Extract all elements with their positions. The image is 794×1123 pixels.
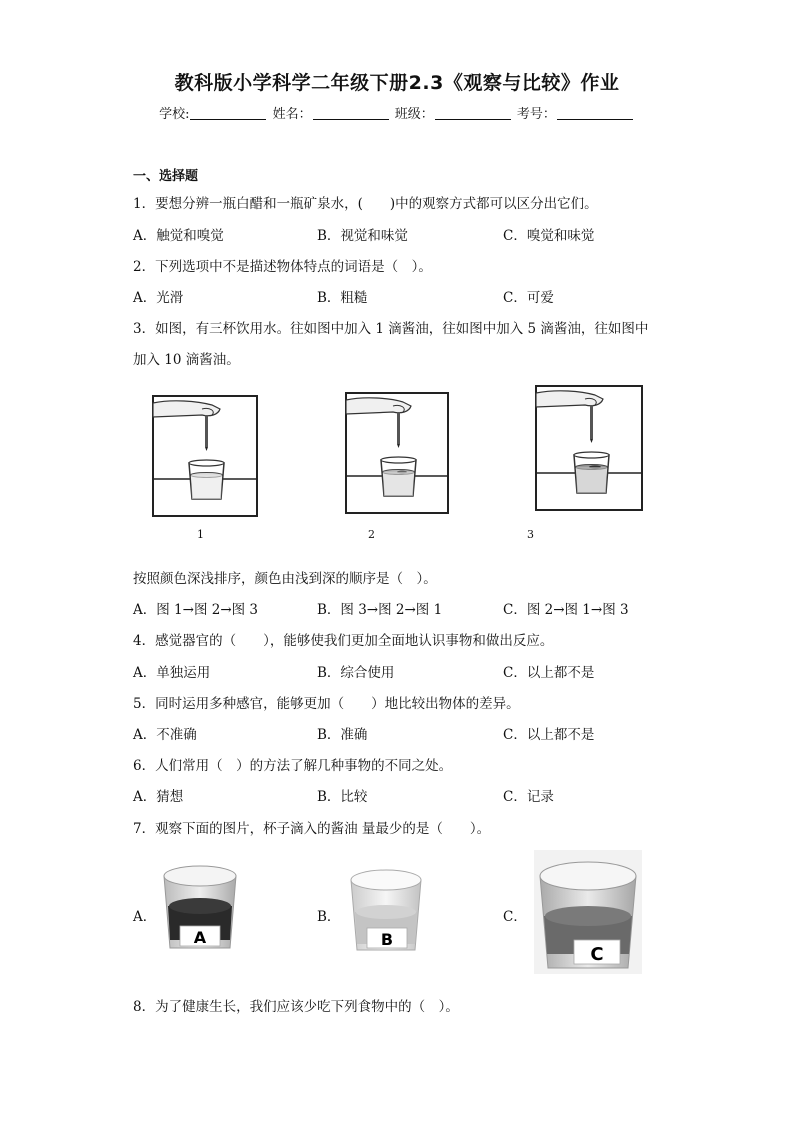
cup-photo-c	[534, 850, 642, 974]
q4-option-a[interactable]: A．单独运用	[133, 665, 211, 681]
q4-option-c[interactable]: C．以上都不是	[503, 665, 595, 681]
q1-option-c[interactable]: C．嗅觉和味觉	[503, 228, 595, 244]
q1-option-a[interactable]: A．触觉和嗅觉	[133, 228, 224, 244]
q7-option-b[interactable]: B．	[317, 909, 341, 925]
q4-stem: 4．感觉器官的（ ），能够使我们更加全面地认识事物和做出反应。	[133, 633, 554, 649]
q5-option-c[interactable]: C．以上都不是	[503, 727, 595, 743]
name-label: 姓名：	[272, 107, 312, 122]
exam-no-label: 考号：	[516, 107, 556, 122]
q6-option-b[interactable]: B．比较	[317, 789, 368, 805]
q1-stem: 1．要想分辨一瓶白醋和一瓶矿泉水，( )中的观察方式都可以区分出它们。	[133, 196, 598, 212]
q8-stem: 8．为了健康生长，我们应该少吃下列食物中的（ ）。	[133, 999, 459, 1015]
q2-option-a[interactable]: A．光滑	[133, 290, 184, 306]
q6-stem: 6．人们常用（ ）的方法了解几种事物的不同之处。	[133, 758, 453, 774]
q3-option-b[interactable]: B．图 3→图 2→图 1	[317, 602, 443, 618]
school-blank[interactable]	[190, 107, 266, 120]
class-label: 班级：	[394, 107, 434, 122]
cup-label-c: C	[590, 944, 604, 965]
figure-2-label: 2	[368, 528, 375, 541]
q3-option-c[interactable]: C．图 2→图 1→图 3	[503, 602, 629, 618]
dropper-figure-1	[152, 395, 258, 517]
cup-photo-b	[345, 866, 427, 956]
q5-stem: 5．同时运用多种感官，能够更加（ ）地比较出物体的差异。	[133, 696, 520, 712]
dropper-figure-2	[345, 392, 449, 514]
cup-photo-a	[158, 862, 242, 956]
page-title: 教科版小学科学二年级下册2.3《观察与比较》作业	[174, 72, 620, 94]
exam-no-blank[interactable]	[557, 107, 633, 120]
q7-option-c[interactable]: C．	[503, 909, 527, 925]
q3-option-a[interactable]: A．图 1→图 2→图 3	[133, 602, 259, 618]
school-label: 学校:	[159, 107, 190, 122]
class-blank[interactable]	[435, 107, 511, 120]
dropper-figure-3	[535, 385, 643, 511]
q6-option-a[interactable]: A．猜想	[133, 789, 184, 805]
student-info-line	[0, 103, 794, 122]
q3-stem-line1: 3．如图，有三杯饮用水。往如图中加入 1 滴酱油，往如图中加入 5 滴酱油，往如图中	[133, 321, 649, 337]
q3-question: 按照颜色深浅排序，颜色由浅到深的顺序是（ ）。	[133, 571, 437, 587]
q2-option-c[interactable]: C．可爱	[503, 290, 554, 306]
q5-option-a[interactable]: A．不准确	[133, 727, 197, 743]
q7-stem: 7．观察下面的图片，杯子滴入的酱油 量最少的是（ ）。	[133, 821, 491, 837]
cup-label-b: B	[380, 930, 394, 949]
q3-stem-line2: 加入 10 滴酱油。	[133, 352, 240, 368]
q2-option-b[interactable]: B．粗糙	[317, 290, 368, 306]
q6-option-c[interactable]: C．记录	[503, 789, 554, 805]
name-blank[interactable]	[313, 107, 389, 120]
q5-option-b[interactable]: B．准确	[317, 727, 368, 743]
q7-option-a[interactable]: A．	[133, 909, 157, 925]
figure-1-label: 1	[197, 528, 204, 541]
cup-label-a: A	[193, 928, 207, 947]
q2-stem: 2．下列选项中不是描述物体特点的词语是（ ）。	[133, 259, 432, 275]
figure-3-label: 3	[527, 528, 534, 541]
section-heading: 一、选择题	[133, 169, 199, 184]
q4-option-b[interactable]: B．综合使用	[317, 665, 395, 681]
q1-option-b[interactable]: B．视觉和味觉	[317, 228, 408, 244]
